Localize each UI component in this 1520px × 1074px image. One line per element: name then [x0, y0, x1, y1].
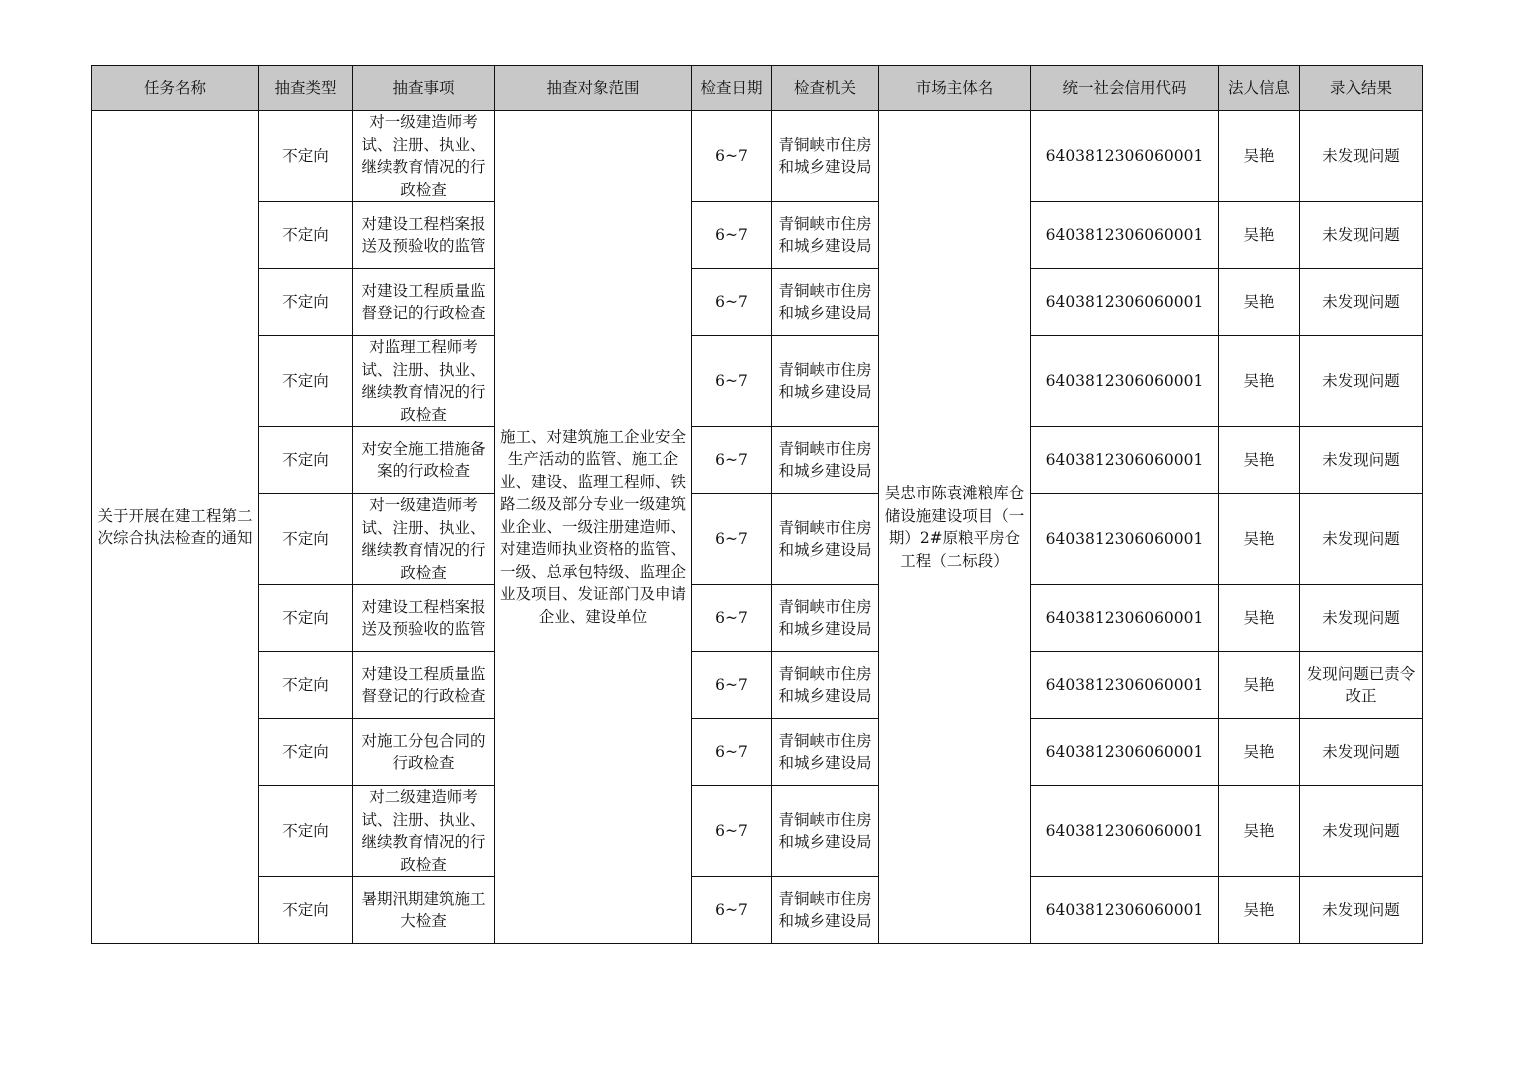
table-row	[92, 494, 1423, 585]
table-row	[92, 652, 1423, 719]
col-header-scope: 抽查对象范围	[495, 66, 692, 111]
date-cell: 6~7	[692, 719, 772, 786]
table-row	[92, 427, 1423, 494]
check-item-cell: 对建设工程质量监督登记的行政检查	[353, 269, 495, 336]
check-type-cell: 不定向	[259, 652, 353, 719]
check-type-cell: 不定向	[259, 427, 353, 494]
check-item-cell: 对安全施工措施备案的行政检查	[353, 427, 495, 494]
legal-person-cell: 吴艳	[1219, 269, 1300, 336]
agency-cell: 青铜峡市住房和城乡建设局	[772, 877, 879, 944]
result-cell: 未发现问题	[1300, 336, 1423, 427]
table-row	[92, 202, 1423, 269]
entity-cell: 吴忠市陈袁滩粮库仓储设施建设项目（一期）2#原粮平房仓工程（二标段）	[879, 111, 1031, 944]
date-cell: 6~7	[692, 427, 772, 494]
result-cell: 发现问题已责令改正	[1300, 652, 1423, 719]
check-item-cell: 对施工分包合同的行政检查	[353, 719, 495, 786]
table-row	[92, 585, 1423, 652]
credit-code-cell: 6403812306060001	[1031, 719, 1219, 786]
col-header-agency: 检查机关	[772, 66, 879, 111]
check-item-cell: 对一级建造师考试、注册、执业、继续教育情况的行政检查	[353, 494, 495, 585]
check-item-cell: 对一级建造师考试、注册、执业、继续教育情况的行政检查	[353, 111, 495, 202]
check-item-cell: 对建设工程档案报送及预验收的监管	[353, 202, 495, 269]
credit-code-cell: 6403812306060001	[1031, 652, 1219, 719]
legal-person-cell: 吴艳	[1219, 202, 1300, 269]
check-type-cell: 不定向	[259, 336, 353, 427]
date-cell: 6~7	[692, 786, 772, 877]
col-header-date: 检查日期	[692, 66, 772, 111]
date-cell: 6~7	[692, 336, 772, 427]
agency-cell: 青铜峡市住房和城乡建设局	[772, 786, 879, 877]
result-cell: 未发现问题	[1300, 494, 1423, 585]
credit-code-cell: 6403812306060001	[1031, 427, 1219, 494]
agency-cell: 青铜峡市住房和城乡建设局	[772, 202, 879, 269]
legal-person-cell: 吴艳	[1219, 652, 1300, 719]
col-header-result: 录入结果	[1300, 66, 1423, 111]
col-header-task-name: 任务名称	[92, 66, 259, 111]
credit-code-cell: 6403812306060001	[1031, 786, 1219, 877]
col-header-entity: 市场主体名	[879, 66, 1031, 111]
date-cell: 6~7	[692, 111, 772, 202]
check-item-cell: 对二级建造师考试、注册、执业、继续教育情况的行政检查	[353, 786, 495, 877]
credit-code-cell: 6403812306060001	[1031, 111, 1219, 202]
scope-cell: 施工、对建筑施工企业安全生产活动的监管、施工企业、建设、监理工程师、铁路二级及部分专业一级建筑业企业、一级注册建造师、对建造师执业资格的监管、一级、总承包特级、监理企业及项目、发证部门及申请企业、建设单位	[495, 111, 692, 944]
legal-person-cell: 吴艳	[1219, 719, 1300, 786]
date-cell: 6~7	[692, 269, 772, 336]
date-cell: 6~7	[692, 494, 772, 585]
credit-code-cell: 6403812306060001	[1031, 202, 1219, 269]
agency-cell: 青铜峡市住房和城乡建设局	[772, 269, 879, 336]
result-cell: 未发现问题	[1300, 585, 1423, 652]
check-item-cell: 对建设工程质量监督登记的行政检查	[353, 652, 495, 719]
table-row	[92, 336, 1423, 427]
table-row	[92, 111, 1423, 202]
credit-code-cell: 6403812306060001	[1031, 269, 1219, 336]
agency-cell: 青铜峡市住房和城乡建设局	[772, 336, 879, 427]
check-item-cell: 暑期汛期建筑施工大检查	[353, 877, 495, 944]
agency-cell: 青铜峡市住房和城乡建设局	[772, 585, 879, 652]
legal-person-cell: 吴艳	[1219, 877, 1300, 944]
legal-person-cell: 吴艳	[1219, 585, 1300, 652]
check-item-cell: 对监理工程师考试、注册、执业、继续教育情况的行政检查	[353, 336, 495, 427]
agency-cell: 青铜峡市住房和城乡建设局	[772, 719, 879, 786]
legal-person-cell: 吴艳	[1219, 336, 1300, 427]
col-header-credit-code: 统一社会信用代码	[1031, 66, 1219, 111]
date-cell: 6~7	[692, 202, 772, 269]
legal-person-cell: 吴艳	[1219, 427, 1300, 494]
date-cell: 6~7	[692, 585, 772, 652]
check-type-cell: 不定向	[259, 877, 353, 944]
col-header-check-type: 抽查类型	[259, 66, 353, 111]
check-type-cell: 不定向	[259, 719, 353, 786]
legal-person-cell: 吴艳	[1219, 786, 1300, 877]
result-cell: 未发现问题	[1300, 719, 1423, 786]
date-cell: 6~7	[692, 877, 772, 944]
agency-cell: 青铜峡市住房和城乡建设局	[772, 494, 879, 585]
check-type-cell: 不定向	[259, 585, 353, 652]
task-name-cell: 关于开展在建工程第二次综合执法检查的通知	[92, 111, 259, 944]
check-type-cell: 不定向	[259, 786, 353, 877]
check-type-cell: 不定向	[259, 111, 353, 202]
credit-code-cell: 6403812306060001	[1031, 877, 1219, 944]
credit-code-cell: 6403812306060001	[1031, 336, 1219, 427]
col-header-check-item: 抽查事项	[353, 66, 495, 111]
result-cell: 未发现问题	[1300, 427, 1423, 494]
check-item-cell: 对建设工程档案报送及预验收的监管	[353, 585, 495, 652]
col-header-legal-person: 法人信息	[1219, 66, 1300, 111]
table-row	[92, 269, 1423, 336]
agency-cell: 青铜峡市住房和城乡建设局	[772, 652, 879, 719]
agency-cell: 青铜峡市住房和城乡建设局	[772, 427, 879, 494]
result-cell: 未发现问题	[1300, 202, 1423, 269]
check-type-cell: 不定向	[259, 202, 353, 269]
legal-person-cell: 吴艳	[1219, 111, 1300, 202]
result-cell: 未发现问题	[1300, 877, 1423, 944]
table-row	[92, 877, 1423, 944]
result-cell: 未发现问题	[1300, 786, 1423, 877]
inspection-table	[91, 65, 1423, 944]
result-cell: 未发现问题	[1300, 269, 1423, 336]
check-type-cell: 不定向	[259, 269, 353, 336]
check-type-cell: 不定向	[259, 494, 353, 585]
agency-cell: 青铜峡市住房和城乡建设局	[772, 111, 879, 202]
credit-code-cell: 6403812306060001	[1031, 494, 1219, 585]
table-row	[92, 719, 1423, 786]
date-cell: 6~7	[692, 652, 772, 719]
credit-code-cell: 6403812306060001	[1031, 585, 1219, 652]
table-row	[92, 786, 1423, 877]
header-row	[92, 66, 1423, 111]
legal-person-cell: 吴艳	[1219, 494, 1300, 585]
result-cell: 未发现问题	[1300, 111, 1423, 202]
